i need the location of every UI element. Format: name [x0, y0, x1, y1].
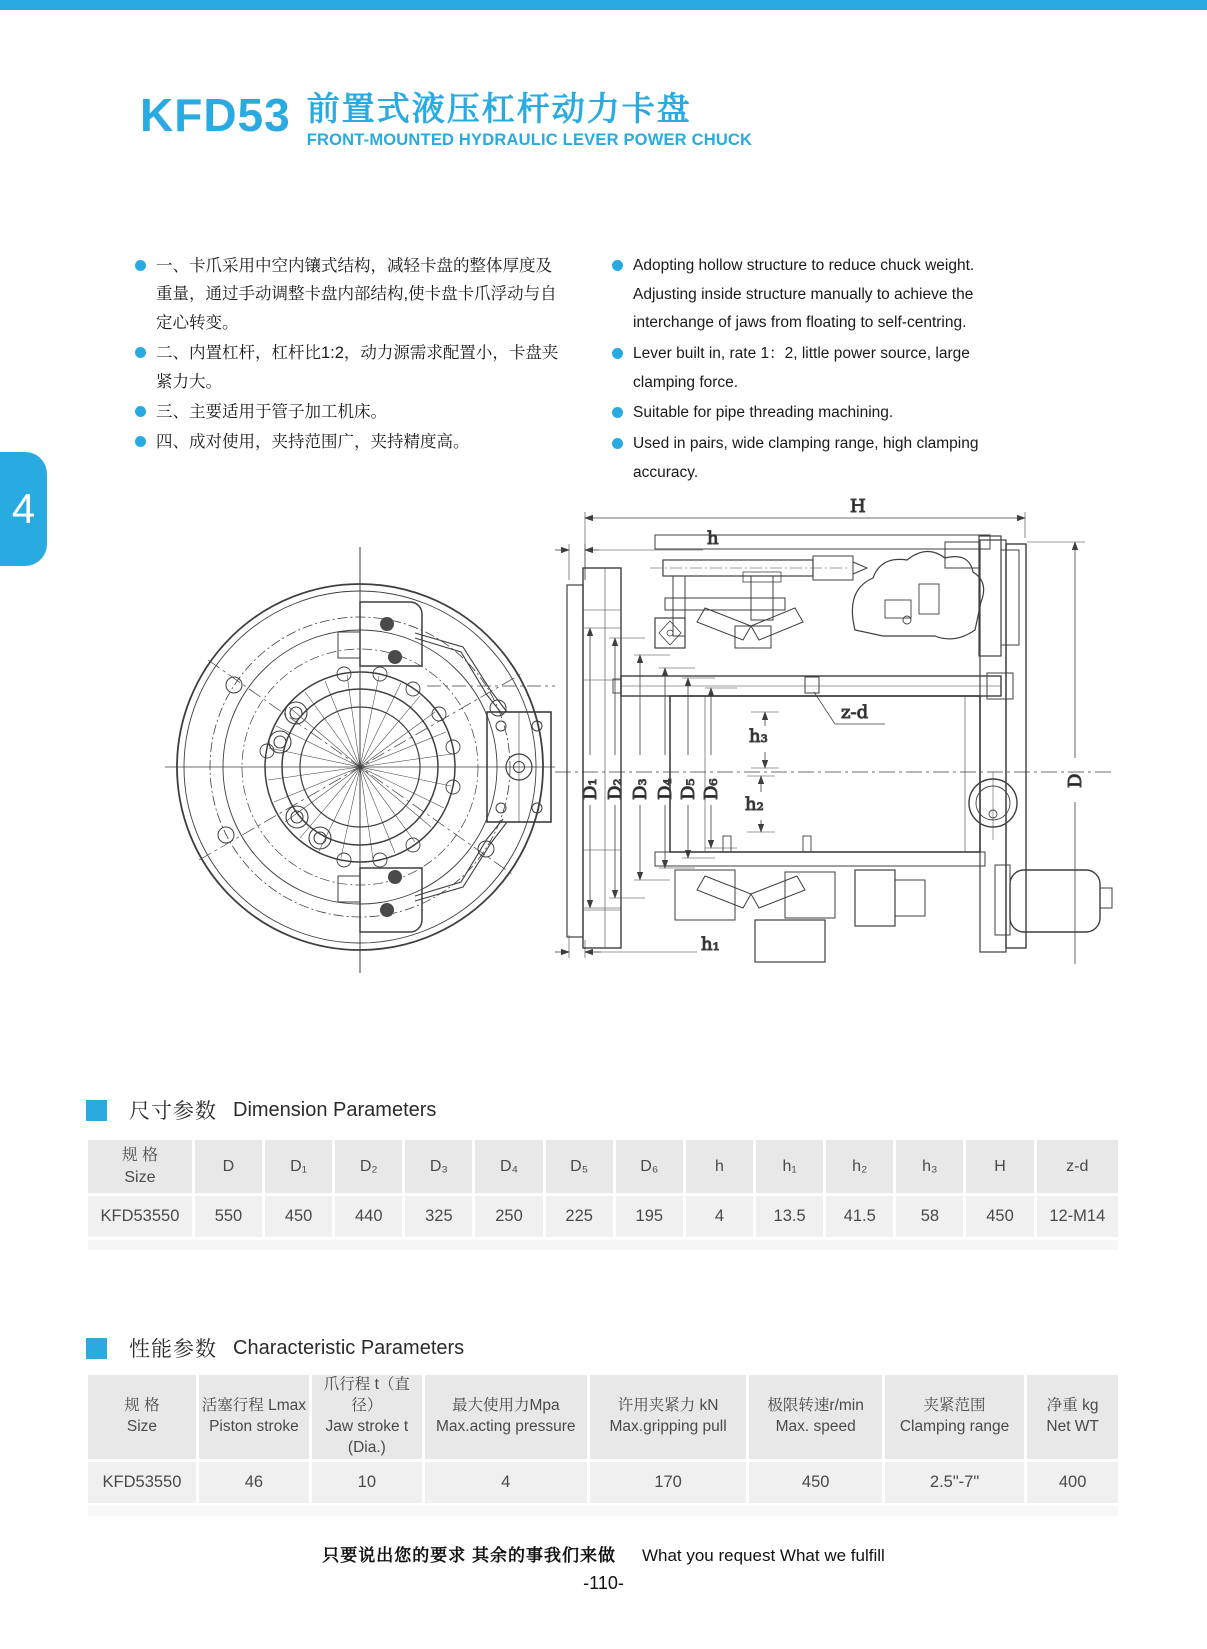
- header-cn: 净重 kg: [1046, 1396, 1099, 1414]
- feature-text: Adopting hollow structure to reduce chuck weight. Adjusting inside structure manually to achieve the interchange of jaws from floating to self-centring.: [633, 257, 975, 332]
- chapter-tab: [0, 452, 47, 566]
- table-header-cell: h₃: [896, 1140, 963, 1193]
- table-cell: 325: [405, 1196, 472, 1237]
- header-en: Max.acting pressure: [435, 1417, 576, 1435]
- table-cell: 170: [590, 1462, 747, 1503]
- table-cell: 450: [749, 1462, 881, 1503]
- bullet-icon: [612, 407, 623, 418]
- table-cell: 440: [335, 1196, 402, 1237]
- table-header-cell: [88, 1375, 196, 1459]
- chuck-section-view-drawing: [555, 480, 1115, 965]
- dim-label-D: D: [1065, 773, 1086, 788]
- table-header-cell: D₆: [616, 1140, 683, 1193]
- list-item: [612, 252, 1014, 338]
- front-view-svg: [165, 545, 555, 975]
- section-view-svg: [555, 480, 1115, 965]
- dim-label-D6: D₆: [701, 778, 722, 800]
- table-header-cell: D₅: [546, 1140, 613, 1193]
- bullet-icon: [135, 260, 146, 271]
- characteristic-parameters-table: [85, 1372, 1121, 1519]
- header-en: Size: [126, 1417, 158, 1435]
- list-item: [135, 252, 563, 337]
- table-cell: 2.5"-7": [885, 1462, 1024, 1503]
- table-header-cell: [425, 1375, 587, 1459]
- section-title-en: Characteristic Parameters: [233, 1336, 465, 1359]
- dim-label-h2: h₂: [745, 794, 764, 815]
- list-item: [135, 339, 563, 396]
- header-en: Size: [124, 1168, 156, 1186]
- table-cell-size: KFD53550: [88, 1196, 192, 1237]
- footer-slogan-en: What you request What we fulfill: [641, 1546, 885, 1565]
- dim-label-h: h: [707, 528, 719, 549]
- table-cell: 4: [686, 1196, 753, 1237]
- table-header-cell: D₃: [405, 1140, 472, 1193]
- bullet-icon: [612, 260, 623, 271]
- table-header-cell: D₄: [475, 1140, 542, 1193]
- header-en: Max. speed: [775, 1417, 856, 1435]
- header-en: Net WT: [1046, 1417, 1099, 1435]
- section-title-en: Dimension Parameters: [233, 1098, 437, 1121]
- chapter-number: 4: [11, 485, 36, 532]
- table-row: [88, 1196, 1118, 1237]
- footer-slogan: [0, 1541, 1207, 1566]
- dimension-parameters-table: [85, 1137, 1121, 1253]
- dim-label-D2: D₂: [605, 778, 626, 800]
- table-row: [88, 1462, 1118, 1503]
- list-item: [612, 430, 1014, 487]
- header-cn: 活塞行程 Lmax: [201, 1396, 306, 1414]
- chuck-front-view-drawing: [165, 545, 555, 975]
- table-cell: 58: [896, 1196, 963, 1237]
- feature-text: Used in pairs, wide clamping range, high clamping accuracy.: [633, 435, 979, 481]
- feature-text: Suitable for pipe threading machining.: [633, 404, 894, 422]
- table-cell: 225: [546, 1196, 613, 1237]
- table-footer-strip: [88, 1240, 1118, 1250]
- table-header-cell: D₂: [335, 1140, 402, 1193]
- table-cell: 10: [312, 1462, 422, 1503]
- table-header-cell: [885, 1375, 1024, 1459]
- feature-text: 三、主要适用于管子加工机床。: [156, 402, 387, 421]
- list-item: [612, 399, 1014, 428]
- table-cell: 46: [199, 1462, 309, 1503]
- footer-slogan-cn: 只要说出您的要求 其余的事我们来做: [322, 1546, 616, 1565]
- product-title-en: FRONT-MOUNTED HYDRAULIC LEVER POWER CHUCK: [306, 130, 753, 149]
- bullet-icon: [135, 347, 146, 358]
- dim-label-D5: D₅: [678, 778, 699, 800]
- list-item: [612, 340, 1014, 397]
- characteristic-section-heading: [86, 1333, 464, 1363]
- section-square-icon: [86, 1100, 107, 1121]
- top-accent-bar: [0, 0, 1207, 10]
- table-cell: 4: [425, 1462, 587, 1503]
- table-cell-size: KFD53550: [88, 1462, 196, 1503]
- header-en: Max.gripping pull: [609, 1417, 727, 1435]
- table-cell: 41.5: [826, 1196, 893, 1237]
- header-cn: 爪行程 t（直径）: [323, 1376, 410, 1414]
- header-cn: 夹紧范围: [923, 1396, 986, 1414]
- feature-text: Lever built in, rate 1：2, little power source, large clamping force.: [633, 345, 970, 391]
- table-footer-strip: [88, 1506, 1118, 1516]
- table-cell: 13.5: [756, 1196, 823, 1237]
- header-cn: 规 格: [124, 1396, 160, 1414]
- feature-text: 四、成对使用，夹持范围广，夹持精度高。: [156, 433, 470, 452]
- dim-label-zd: z-d: [841, 702, 869, 723]
- section-title-cn: 尺寸参数: [129, 1100, 217, 1123]
- table-cell: 400: [1027, 1462, 1118, 1503]
- table-header-cell: D₁: [265, 1140, 332, 1193]
- table-cell: 195: [616, 1196, 683, 1237]
- table-header-cell: D: [195, 1140, 262, 1193]
- table-header-cell: h: [686, 1140, 753, 1193]
- section-title-cn: 性能参数: [129, 1338, 217, 1361]
- dim-label-h3: h₃: [749, 726, 768, 747]
- table-cell: 250: [475, 1196, 542, 1237]
- section-square-icon: [86, 1338, 107, 1359]
- header-cn: 极限转速r/min: [767, 1396, 864, 1414]
- table-header-cell: z-d: [1037, 1140, 1118, 1193]
- dimension-section-heading: [86, 1095, 436, 1125]
- header-cn: 规 格: [121, 1146, 159, 1164]
- bullet-icon: [135, 406, 146, 417]
- table-cell: 450: [265, 1196, 332, 1237]
- dim-label-D1: D₁: [580, 778, 601, 800]
- page-title: [140, 90, 752, 150]
- header-cn: 许用夹紧力 kN: [617, 1396, 719, 1414]
- product-title-cn: 前置式液压杠杆动力卡盘: [306, 90, 692, 127]
- bullet-icon: [135, 436, 146, 447]
- table-header-cell: h₁: [756, 1140, 823, 1193]
- header-en: Jaw stroke t (Dia.): [325, 1417, 409, 1456]
- table-header-cell: [1027, 1375, 1118, 1459]
- feature-list-en: [612, 252, 1014, 489]
- table-cell: 450: [966, 1196, 1033, 1237]
- table-header-cell: H: [966, 1140, 1033, 1193]
- header-cn: 最大使用力Mpa: [451, 1396, 560, 1414]
- bullet-icon: [612, 438, 623, 449]
- table-header-cell: h₂: [826, 1140, 893, 1193]
- header-en: Clamping range: [899, 1417, 1010, 1435]
- table-cell: 12-M14: [1037, 1196, 1118, 1237]
- dim-label-H: H: [850, 496, 866, 517]
- page-number: -110-: [583, 1573, 624, 1593]
- dim-label-D4: D₄: [655, 778, 676, 800]
- table-header-cell: [88, 1140, 192, 1193]
- table-header-cell: [199, 1375, 309, 1459]
- dim-label-h1: h₁: [701, 934, 720, 955]
- feature-list-cn: [135, 252, 563, 459]
- feature-text: 一、卡爪采用中空内镶式结构，减轻卡盘的整体厚度及重量，通过手动调整卡盘内部结构,使卡盘卡爪浮动与自定心转变。: [156, 257, 557, 332]
- feature-text: 二、内置杠杆，杠杆比1:2，动力源需求配置小，卡盘夹紧力大。: [156, 344, 559, 391]
- table-header-cell: [590, 1375, 747, 1459]
- list-item: [135, 428, 563, 456]
- header-en: Piston stroke: [209, 1417, 299, 1435]
- list-item: [135, 398, 563, 426]
- bullet-icon: [612, 348, 623, 359]
- table-cell: 550: [195, 1196, 262, 1237]
- product-code: KFD53: [140, 89, 291, 141]
- table-header-cell: [749, 1375, 881, 1459]
- dim-label-D3: D₃: [630, 778, 651, 800]
- table-header-cell: [312, 1375, 422, 1459]
